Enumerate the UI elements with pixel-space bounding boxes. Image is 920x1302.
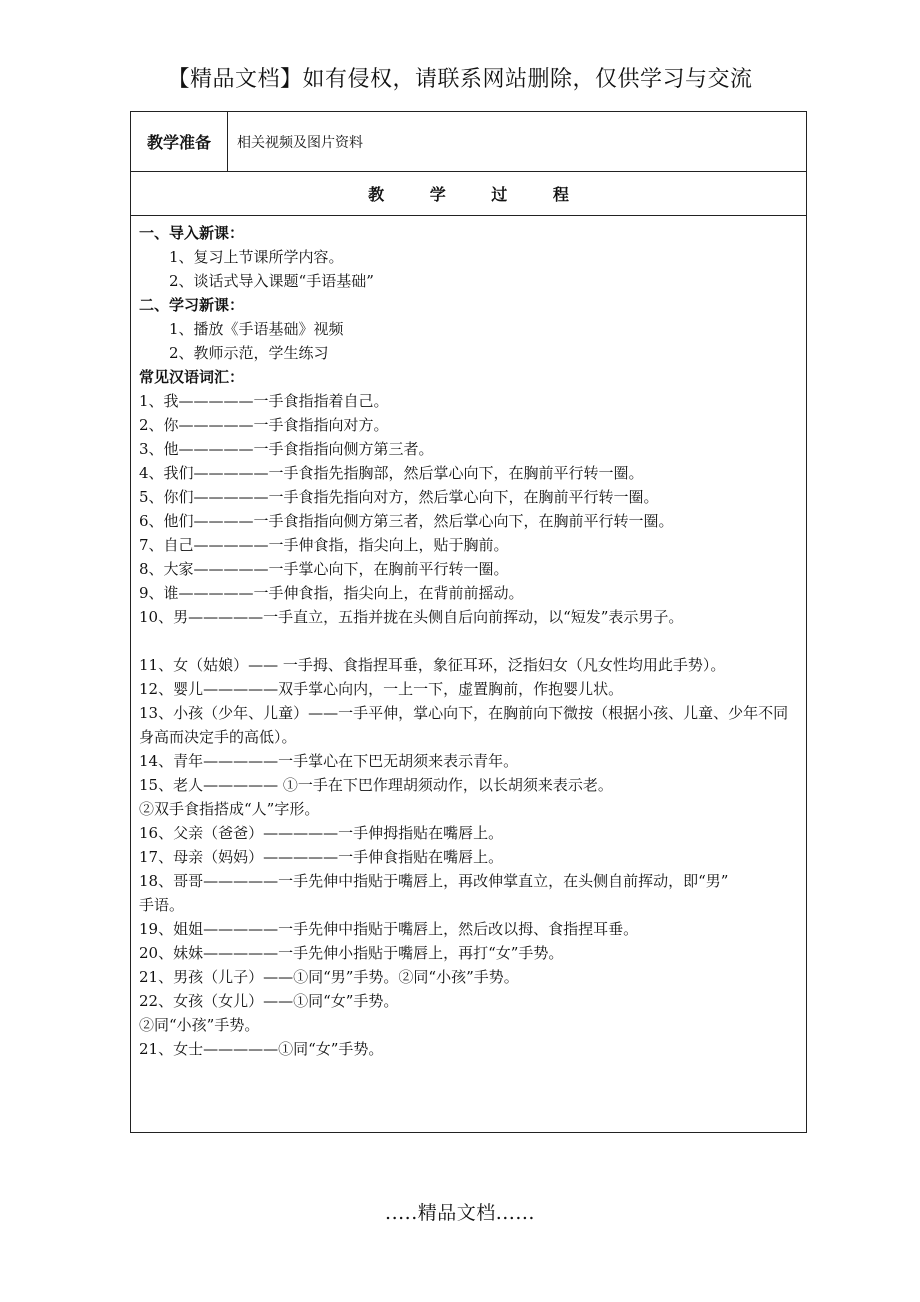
vocab-item: 4、我们—————一手食指先指胸部，然后掌心向下，在胸前平行转一圈。 <box>139 464 644 482</box>
list-item: 1、复习上节课所学内容。 <box>169 248 344 266</box>
vocab-item: 1、我—————一手食指指着自己。 <box>139 392 389 410</box>
vocab-item: 3、他—————一手食指指向侧方第三者。 <box>139 440 434 458</box>
lesson-table <box>130 111 807 1133</box>
section-heading-vocabulary: 常见汉语词汇： <box>139 368 245 386</box>
section-heading-intro: 一、导入新课： <box>139 224 245 242</box>
prep-row <box>131 112 806 172</box>
blank-line <box>139 629 803 653</box>
vocab-item-continued: 手语。 <box>139 896 185 914</box>
vocab-item: 8、大家—————一手掌心向下，在胸前平行转一圈。 <box>139 560 509 578</box>
prep-value: 相关视频及图片资料 <box>237 134 363 151</box>
vocab-item: 9、谁—————一手伸食指，指尖向上，在背前前摇动。 <box>139 584 524 602</box>
vocab-item: 22、女孩（女儿）——①同“女”手势。 <box>139 992 399 1010</box>
vocab-item: 21、女士—————①同“女”手势。 <box>139 1040 384 1058</box>
vocab-item-continued: ②同“小孩”手势。 <box>139 1016 260 1034</box>
vocab-item: 2、你—————一手食指指向对方。 <box>139 416 389 434</box>
vocab-item: 7、自己—————一手伸食指，指尖向上，贴于胸前。 <box>139 536 509 554</box>
vocab-item: 19、姐姐—————一手先伸中指贴于嘴唇上，然后改以拇、食指捏耳垂。 <box>139 920 639 938</box>
vocab-item: 12、婴儿—————双手掌心向内，一上一下，虚置胸前，作抱婴儿状。 <box>139 680 624 698</box>
list-item: 2、教师示范，学生练习 <box>169 344 329 362</box>
vocab-item: 16、父亲（爸爸）—————一手伸拇指贴在嘴唇上。 <box>139 824 504 842</box>
vocab-item: 14、青年—————一手掌心在下巴无胡须来表示青年。 <box>139 752 519 770</box>
vocab-item: 13、小孩（少年、儿童）——一手平伸，掌心向下，在胸前向下微按（根据小孩、儿童、少年不同身高而决定手的高低）。 <box>139 704 789 746</box>
list-item: 1、播放《手语基础》视频 <box>169 320 344 338</box>
vocab-item: 11、女（姑娘）—— 一手拇、食指捏耳垂，象征耳环，泛指妇女（凡女性均用此手势）。 <box>139 656 726 674</box>
vocab-item: 20、妹妹—————一手先伸小指贴于嘴唇上，再打“女”手势。 <box>139 944 564 962</box>
footer-text: .....精品文档...... <box>385 1202 535 1224</box>
vocab-item: 15、老人————— ①一手在下巴作理胡须动作，以长胡须来表示老。 <box>139 776 613 794</box>
vocab-item: 10、男—————一手直立，五指并拢在头侧自后向前挥动，以“短发”表示男子。 <box>139 608 684 626</box>
prep-label: 教学准备 <box>131 112 228 171</box>
vocab-item: 21、男孩（儿子）——①同“男”手势。②同“小孩”手势。 <box>139 968 519 986</box>
vocab-item: 6、他们————一手食指指向侧方第三者，然后掌心向下，在胸前平行转一圈。 <box>139 512 674 530</box>
process-title: 教 学 过 程 <box>131 172 806 216</box>
header-banner: 【精品文档】如有侵权，请联系网站删除，仅供学习与交流 <box>167 67 753 92</box>
section-heading-new-lesson: 二、学习新课： <box>139 296 245 314</box>
vocab-item: 5、你们—————一手食指先指向对方，然后掌心向下，在胸前平行转一圈。 <box>139 488 659 506</box>
vocab-item-continued: ②双手食指搭成“人”字形。 <box>139 800 320 818</box>
list-item: 2、谈话式导入课题“手语基础” <box>169 272 374 290</box>
lesson-content <box>139 221 803 1061</box>
vocab-item: 17、母亲（妈妈）—————一手伸食指贴在嘴唇上。 <box>139 848 504 866</box>
vocab-item: 18、哥哥—————一手先伸中指贴于嘴唇上，再改伸掌直立，在头侧自前挥动，即“男” <box>139 872 729 890</box>
